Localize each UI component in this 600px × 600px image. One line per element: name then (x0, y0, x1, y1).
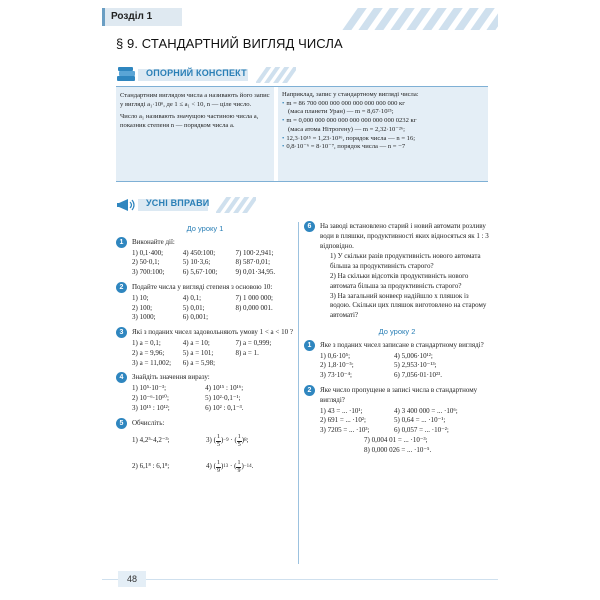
example-item: • m = 0,000 000 000 000 000 000 000 000 0232 кг (282, 117, 417, 125)
oral-label: УСНІ ВПРАВИ (146, 198, 210, 208)
textbook-page (102, 8, 498, 592)
task-2-2: 2 Яке число пропущене в записі числа в стандартному вигляді? 1) 43 = ... ·10¹; 4) 3 400 000 = ... ·10⁶; 2) 691 = ... ·10²; 5) 0,64 = ... ·10⁻¹; 3) 7205 = ... ·10³; 6) 0,057 = ... ·10⁻²; 7) 0,004 01 = ... ·10⁻³; 8) 0,000 026 = ... ·10⁻⁵. (304, 386, 490, 456)
lesson-2-heading: До уроку 2 (378, 326, 416, 336)
books-icon (116, 66, 138, 84)
oral-header (116, 196, 488, 212)
example-item-note: (маса планети Уран) — m = 8,67·10²⁵; (288, 108, 394, 116)
summary-header (116, 66, 488, 82)
expr-3: 3) ( $\frac{1}{5}$ ) −9 · ( $\frac{1}{5}$ ) 8 ; (206, 434, 249, 448)
task-question: Яке число пропущене в записі числа в стандартному вигляді? (320, 385, 478, 404)
expr-2: 2) 6,1⁸ : 6,1⁸; (132, 462, 170, 471)
task-1: 1 Виконайте дії: 1) 0,1·400; 4) 450:100; 7) 100·2,941; 2) 50·0,1; 5) 10·3,6; 8) 587·0,01; 3) 700:100; 6) 5,67·100; 9) 0,01·34,95. (116, 238, 294, 278)
task-number: 2 (304, 385, 315, 396)
example-item-note: (маса атома Нітрогену) — m = 2,32·10⁻²⁶; (288, 125, 405, 133)
page-number: 48 (118, 571, 146, 587)
task-4: 4 Знайдіть значення виразу: 1) 10⁵·10⁻³; 4) 10¹⁵ : 10¹⁶; 2) 10⁻⁶·10¹⁰; 5) 10²·0,1⁻¹; 3) 10¹⁵ : 10¹²; 6) 10² : 0,1⁻³. (116, 373, 294, 413)
task-number: 5 (116, 418, 127, 429)
header-band (102, 8, 498, 26)
task-number: 4 (116, 372, 127, 383)
task-question: Знайдіть значення виразу: (132, 373, 210, 382)
definition-text: Стандартним виглядом числа a називають його запис у вигляді a₁·10ⁿ, де 1 ≤ a₁ < 10, n — ціле число. (120, 92, 270, 108)
task-question: На заводі встановлено старий і новий автомати розливу води в пляшки, продуктивності яких відносяться як 1 : 3 відповідно. (320, 222, 489, 250)
task-5 (116, 419, 294, 475)
summary-label: ОПОРНИЙ КОНСПЕКТ (146, 68, 247, 78)
bottom-rule (102, 579, 498, 580)
right-column (304, 224, 490, 461)
task-number: 2 (116, 282, 127, 293)
examples-intro: Наприклад, запис у стандартному вигляді числа: (282, 91, 419, 98)
task-subitem: 2) На скільки відсотків продуктивність нового автомата більша за продуктивність старого? (330, 271, 469, 290)
lesson-1-heading: До уроку 1 (186, 224, 224, 233)
task-2-1: 1 Яке з поданих чисел записане в стандартному вигляді? 1) 0,6·10⁵; 4) 5,006·10¹²; 2) 1,8·10⁻⁵; 5) 2,953·10⁻¹³; 3) 73·10⁻⁴; 6) 7,056·01·10²³. (304, 341, 490, 381)
task-question: Обчисліть: (132, 418, 165, 427)
task-number: 1 (116, 237, 127, 248)
task-subitem: 1) У скільки разів продуктивність нового автомата більша за продуктивність старого? (330, 252, 481, 271)
task-question: Виконайте дії: (132, 237, 175, 246)
summary-examples (278, 87, 488, 181)
page-title: § 9. СТАНДАРТНИЙ ВИГЛЯД ЧИСЛА (116, 36, 343, 51)
left-column (116, 224, 294, 479)
task-question: Подайте числа у вигляді степеня з основою 10: (132, 282, 273, 291)
header-stripes (338, 8, 498, 30)
column-divider (298, 222, 299, 564)
example-item: • m = 86 700 000 000 000 000 000 000 000 кг (282, 99, 405, 107)
task-6 (304, 222, 490, 321)
task-number: 6 (304, 221, 315, 232)
task-question: Яке з поданих чисел записане в стандартному вигляді? (320, 340, 484, 349)
task-number: 1 (304, 340, 315, 351)
task-subitem: 3) На загальний конвеєр надійшло x пляшок із водою. Скільки цих пляшок виготовлено на старому автоматі? (330, 291, 487, 320)
task-subitem: 7) 0,004 01 = ... ·10⁻³; (364, 435, 428, 444)
megaphone-icon (116, 196, 138, 214)
definition-parts-text: Число a₁ називають значущою частиною числа a, показник степеня n — порядком числа a. (120, 113, 259, 129)
task-3: 3 Які з поданих чисел задовольняють умову 1 < a < 10 ? 1) a = 0,1; 4) a = 10; 7) a = 0,999; 2) a = 9,96; 5) a = 101; 8) a = 1. 3) a = 11,002; 6) a = 5,98; (116, 328, 294, 368)
example-item: • 12,3·10¹⁵ = 1,23·10¹⁶, порядок числа — n = 16; (282, 134, 416, 142)
task-question: Які з поданих чисел задовольняють умову 1 < a < 10 ? (132, 328, 293, 337)
summary-definition (116, 87, 274, 181)
task-2: 2 Подайте числа у вигляді степеня з основою 10: 1) 10; 4) 0,1; 7) 1 000 000; 2) 100; 5) 0,01; 8) 0,000 001. 3) 1000; 6) 0,001; (116, 283, 294, 323)
expr-4: 4) ( $\frac{1}{9}$ ) 13 · ( $\frac{1}{9}$ ) −14 . (206, 460, 254, 474)
task-number: 3 (116, 327, 127, 338)
example-item: • 0,8·10⁻⁶ = 8·10⁻⁷, порядок числа — n = −7 (282, 143, 406, 151)
summary-box (116, 86, 488, 182)
task-subitem: 8) 0,000 026 = ... ·10⁻⁵. (364, 445, 432, 454)
expr-1: 1) 4,2⁵·4,2⁻³; (132, 436, 170, 445)
section-tab: Розділ 1 (102, 8, 182, 26)
